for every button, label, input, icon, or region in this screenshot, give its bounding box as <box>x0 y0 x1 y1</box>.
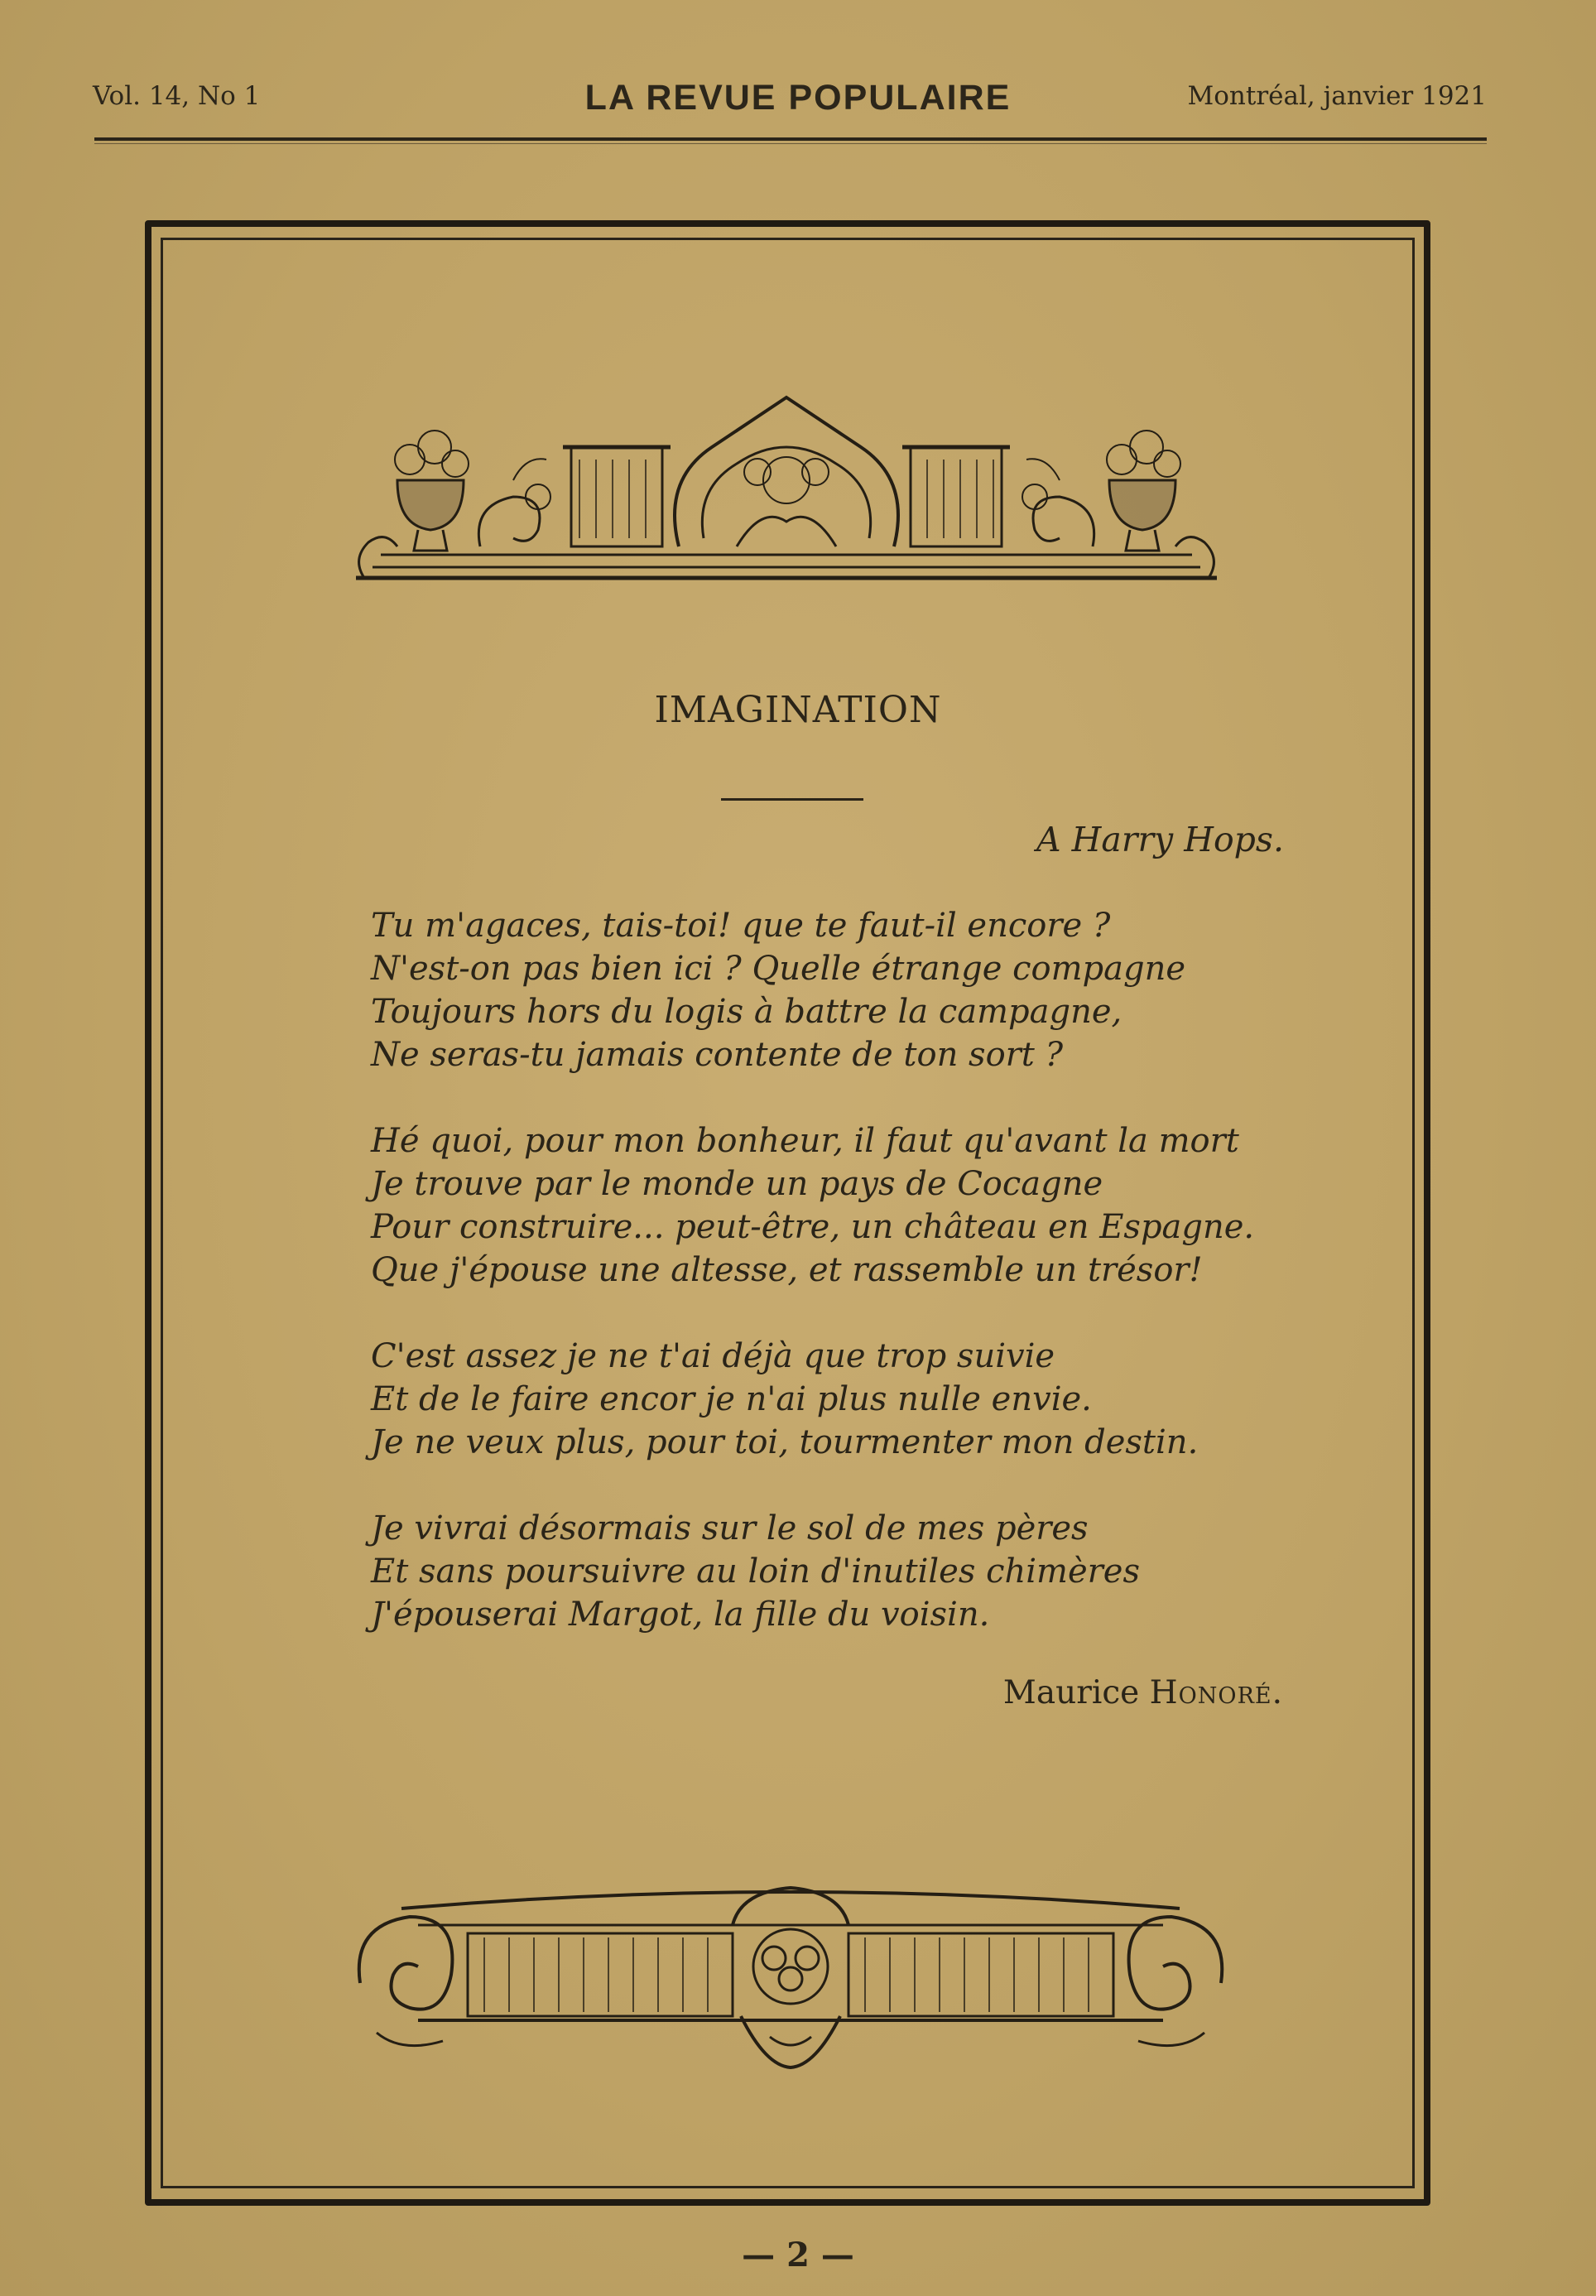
bottom-ornament-icon <box>352 1875 1229 2070</box>
top-ornament-icon <box>348 381 1225 588</box>
verse-line: Je trouve par le monde un pays de Cocagne <box>371 1165 1103 1203</box>
verse-line: Je vivrai désormais sur le sol de mes pères <box>371 1509 1089 1548</box>
poem-body <box>371 904 1281 1679</box>
verse-line: Pour construire... peut-être, un château en Espagne. <box>371 1208 1255 1246</box>
poem-author <box>1003 1674 1283 1711</box>
place-date: Montréal, janvier 1921 <box>1187 81 1487 111</box>
verse-line: Toujours hors du logis à battre la campagne, <box>371 993 1122 1031</box>
poem-dedication: A Harry Hops. <box>1036 820 1284 859</box>
author-first-name: Maurice <box>1002 1674 1140 1711</box>
journal-title: LA REVUE POPULAIRE <box>584 78 1012 118</box>
verse-line: Hé quoi, pour mon bonheur, il faut qu'avant la mort <box>371 1122 1239 1160</box>
stanza <box>371 904 1281 1076</box>
stanza <box>371 1119 1281 1292</box>
verse-line: N'est-on pas bien ici ? Quelle étrange compagne <box>371 950 1186 988</box>
stanza <box>371 1507 1281 1636</box>
verse-line: Je ne veux plus, pour toi, tourmenter mon destin. <box>371 1423 1199 1461</box>
stanza <box>371 1335 1281 1464</box>
verse-line: Et de le faire encor je n'ai plus nulle envie. <box>371 1380 1092 1418</box>
header-rule <box>94 137 1487 141</box>
author-last-name: Honoré. <box>1149 1674 1283 1711</box>
verse-line: Et sans poursuivre au loin d'inutiles chimères <box>371 1552 1140 1591</box>
page-number: — 2 — <box>742 2236 854 2274</box>
title-rule <box>721 798 863 801</box>
verse-line: Ne seras-tu jamais contente de ton sort ? <box>371 1036 1064 1074</box>
verse-line: C'est assez je ne t'ai déjà que trop suivie <box>371 1337 1055 1375</box>
verse-line: J'épouserai Margot, la fille du voisin. <box>371 1596 990 1634</box>
verse-line: Tu m'agaces, tais-toi! que te faut-il encore ? <box>371 907 1111 945</box>
header-rule-thin <box>94 143 1487 144</box>
volume-number: Vol. 14, No 1 <box>93 81 261 111</box>
verse-line: Que j'épouse une altesse, et rassemble un trésor! <box>371 1251 1203 1289</box>
poem-title: IMAGINATION <box>654 689 942 731</box>
